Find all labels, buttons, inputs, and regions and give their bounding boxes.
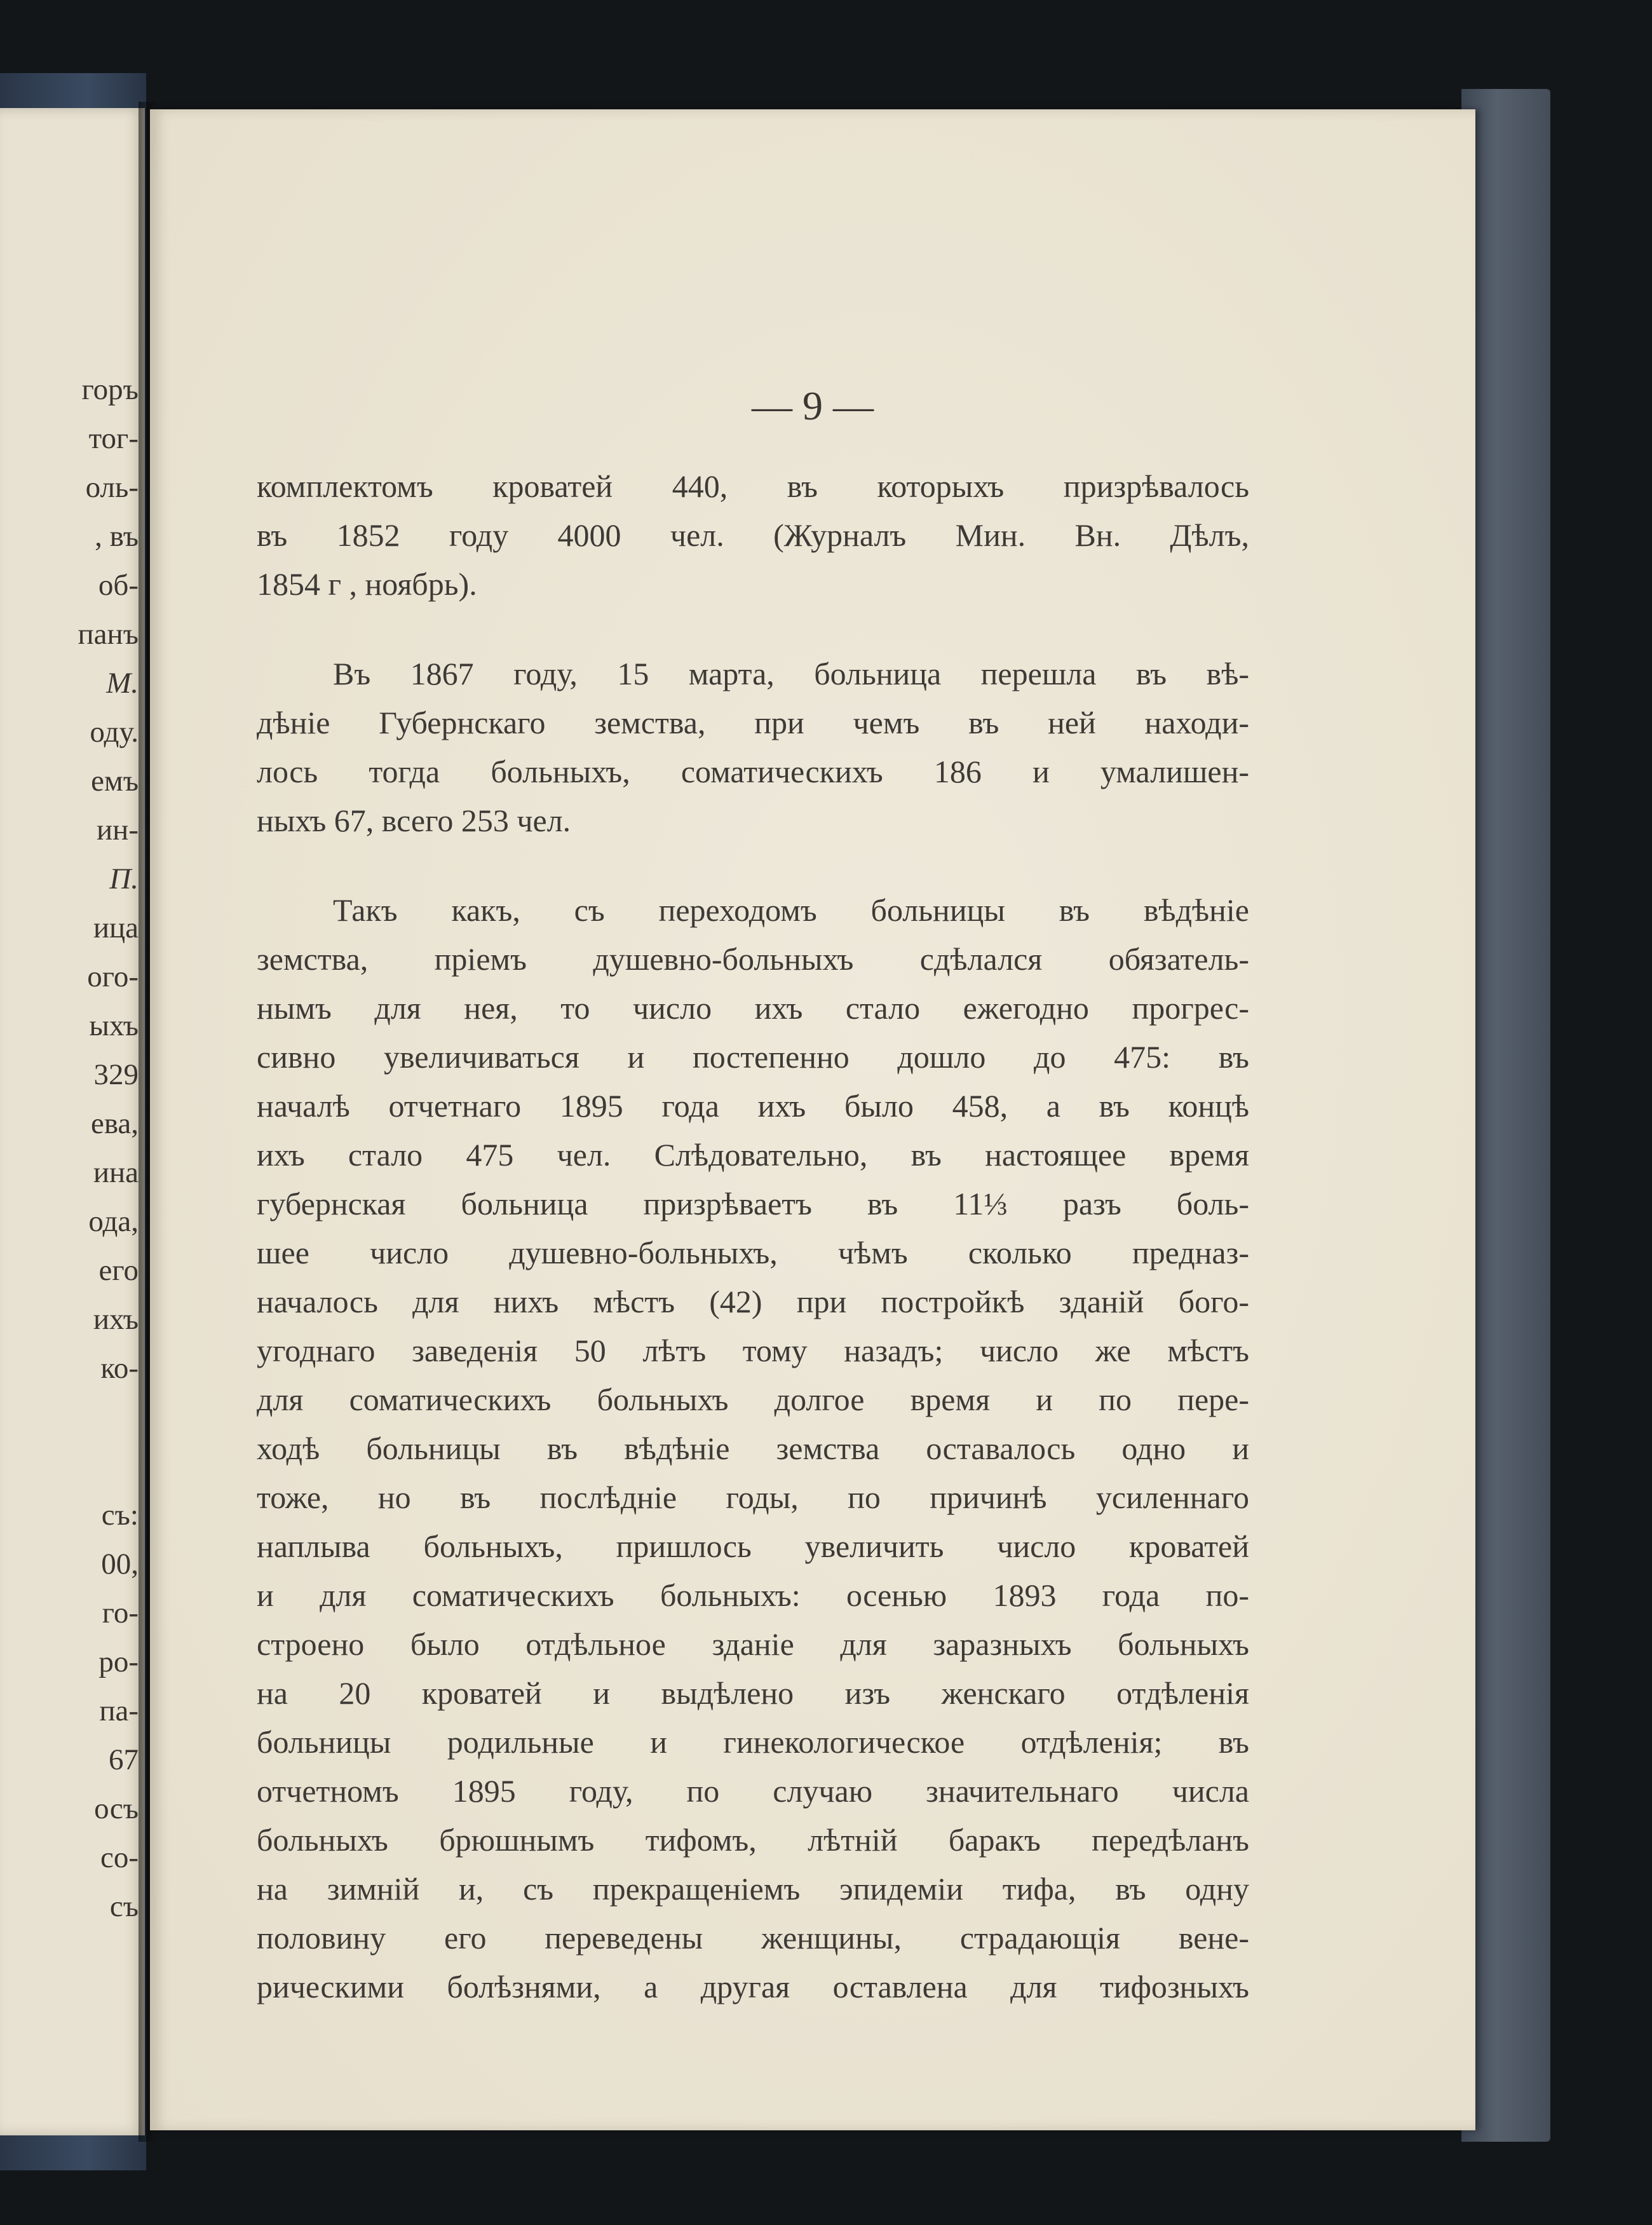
left-page-line: со- [100,1841,139,1874]
text-line: земства, пріемъ душевно-больныхъ сдѣлался обязатель- [257,941,1249,977]
text-line: шее число душевно-больныхъ, чѣмъ сколько предназ- [257,1235,1249,1270]
left-page [0,108,145,2135]
right-page [150,109,1475,2130]
left-page-line: емъ [91,765,139,798]
text-line: сивно увеличиваться и постепенно дошло до 475: въ [257,1039,1249,1075]
left-page-line: панъ [78,618,139,651]
text-line: ходѣ больницы въ вѣдѣніе земства оставалось одно и [257,1431,1249,1466]
text-line: лось тогда больныхъ, соматическихъ 186 и умалишен- [257,754,1249,789]
left-page-line: съ [109,1890,139,1923]
left-page-line: П. [109,862,139,895]
text-line: тоже, но въ послѣдніе годы, по причинѣ усиленнаго [257,1480,1249,1515]
left-page-line: ина [93,1156,139,1189]
text-line: дѣніе Губернскаго земства, при чемъ въ ней находи- [257,705,1249,740]
left-page-line: ода, [88,1205,139,1238]
text-line: началѣ отчетнаго 1895 года ихъ было 458, а въ концѣ [257,1088,1249,1124]
left-page-line: горъ [81,373,139,406]
left-page-line: го- [102,1596,139,1630]
left-page-line: ко- [100,1352,139,1385]
left-page-line: об- [98,569,139,602]
text-line: ихъ стало 475 чел. Слѣдовательно, въ настоящее время [257,1137,1249,1173]
text-line: на зимній и, съ прекращеніемъ эпидеміи тифа, въ одну [257,1871,1249,1907]
left-page-line: М. [106,667,139,700]
text-line: наплыва больныхъ, пришлось увеличить число кроватей [257,1528,1249,1564]
text-line: рическими болѣзнями, а другая оставлена для тифозныхъ [257,1969,1249,2004]
text-line: ныхъ 67, всего 253 чел. [257,803,571,838]
left-page-line: осъ [94,1792,139,1825]
page-number: — 9 — [752,383,874,428]
left-page-line: ин- [97,813,139,847]
text-line: отчетномъ 1895 году, по случаю значительнаго числа [257,1773,1249,1809]
text-line: строено было отдѣльное зданіе для заразныхъ больныхъ [257,1626,1249,1662]
left-page-line: ро- [98,1645,139,1678]
text-line: началось для нихъ мѣстъ (42) при постройкѣ зданій бого- [257,1284,1249,1319]
left-page-line: 329 [93,1058,139,1091]
text-line: больныхъ брюшнымъ тифомъ, лѣтній баракъ передѣланъ [257,1822,1249,1858]
paragraph-3 [257,886,1249,2011]
text-line: 1854 г , ноябрь). [257,566,477,602]
left-page-line: 67 [109,1743,139,1776]
text-line: губернская больница призрѣваетъ въ 11⅓ разъ боль- [257,1186,1249,1221]
left-page-line: съ: [101,1499,139,1532]
text-line: и для соматическихъ больныхъ: осенью 1893 года по- [257,1577,1249,1613]
left-page-line: , въ [95,520,139,553]
left-page-line: ихъ [93,1303,139,1336]
text-line: половину его переведены женщины, страдающія вене- [257,1920,1249,1956]
paragraph-1 [257,462,1249,609]
text-line: въ 1852 году 4000 чел. (Журналъ Мин. Вн. Дѣлъ, [257,517,1249,553]
text-line: Такъ какъ, съ переходомъ больницы въ вѣдѣніе [333,892,1249,928]
left-page-line: оду. [90,716,139,749]
text-line: для соматическихъ больныхъ долгое время и по пере- [257,1382,1249,1417]
left-page-line: ыхъ [89,1009,139,1042]
paragraph-2 [257,650,1249,845]
left-page-line: ева, [90,1107,139,1140]
text-line: нымъ для нея, то число ихъ стало ежегодно прогрес- [257,990,1249,1026]
text-line: на 20 кроватей и выдѣлено изъ женскаго отдѣленія [257,1675,1249,1711]
left-page-line: ого- [87,960,139,993]
text-line: больницы родильные и гинекологическое отдѣленія; въ [257,1724,1249,1760]
text-line: угоднаго заведенія 50 лѣтъ тому назадъ; число же мѣстъ [257,1333,1249,1368]
left-page-line: ица [93,911,139,944]
left-page-line: его [98,1254,139,1287]
left-page-line: па- [99,1694,139,1727]
left-page-line: оль- [85,471,139,504]
text-line: Въ 1867 году, 15 марта, больница перешла въ вѣ- [333,656,1249,691]
left-page-line: 00, [101,1548,139,1581]
text-line: комплектомъ кроватей 440, въ которыхъ призрѣвалось [257,468,1249,504]
left-page-line: тог- [88,422,139,455]
